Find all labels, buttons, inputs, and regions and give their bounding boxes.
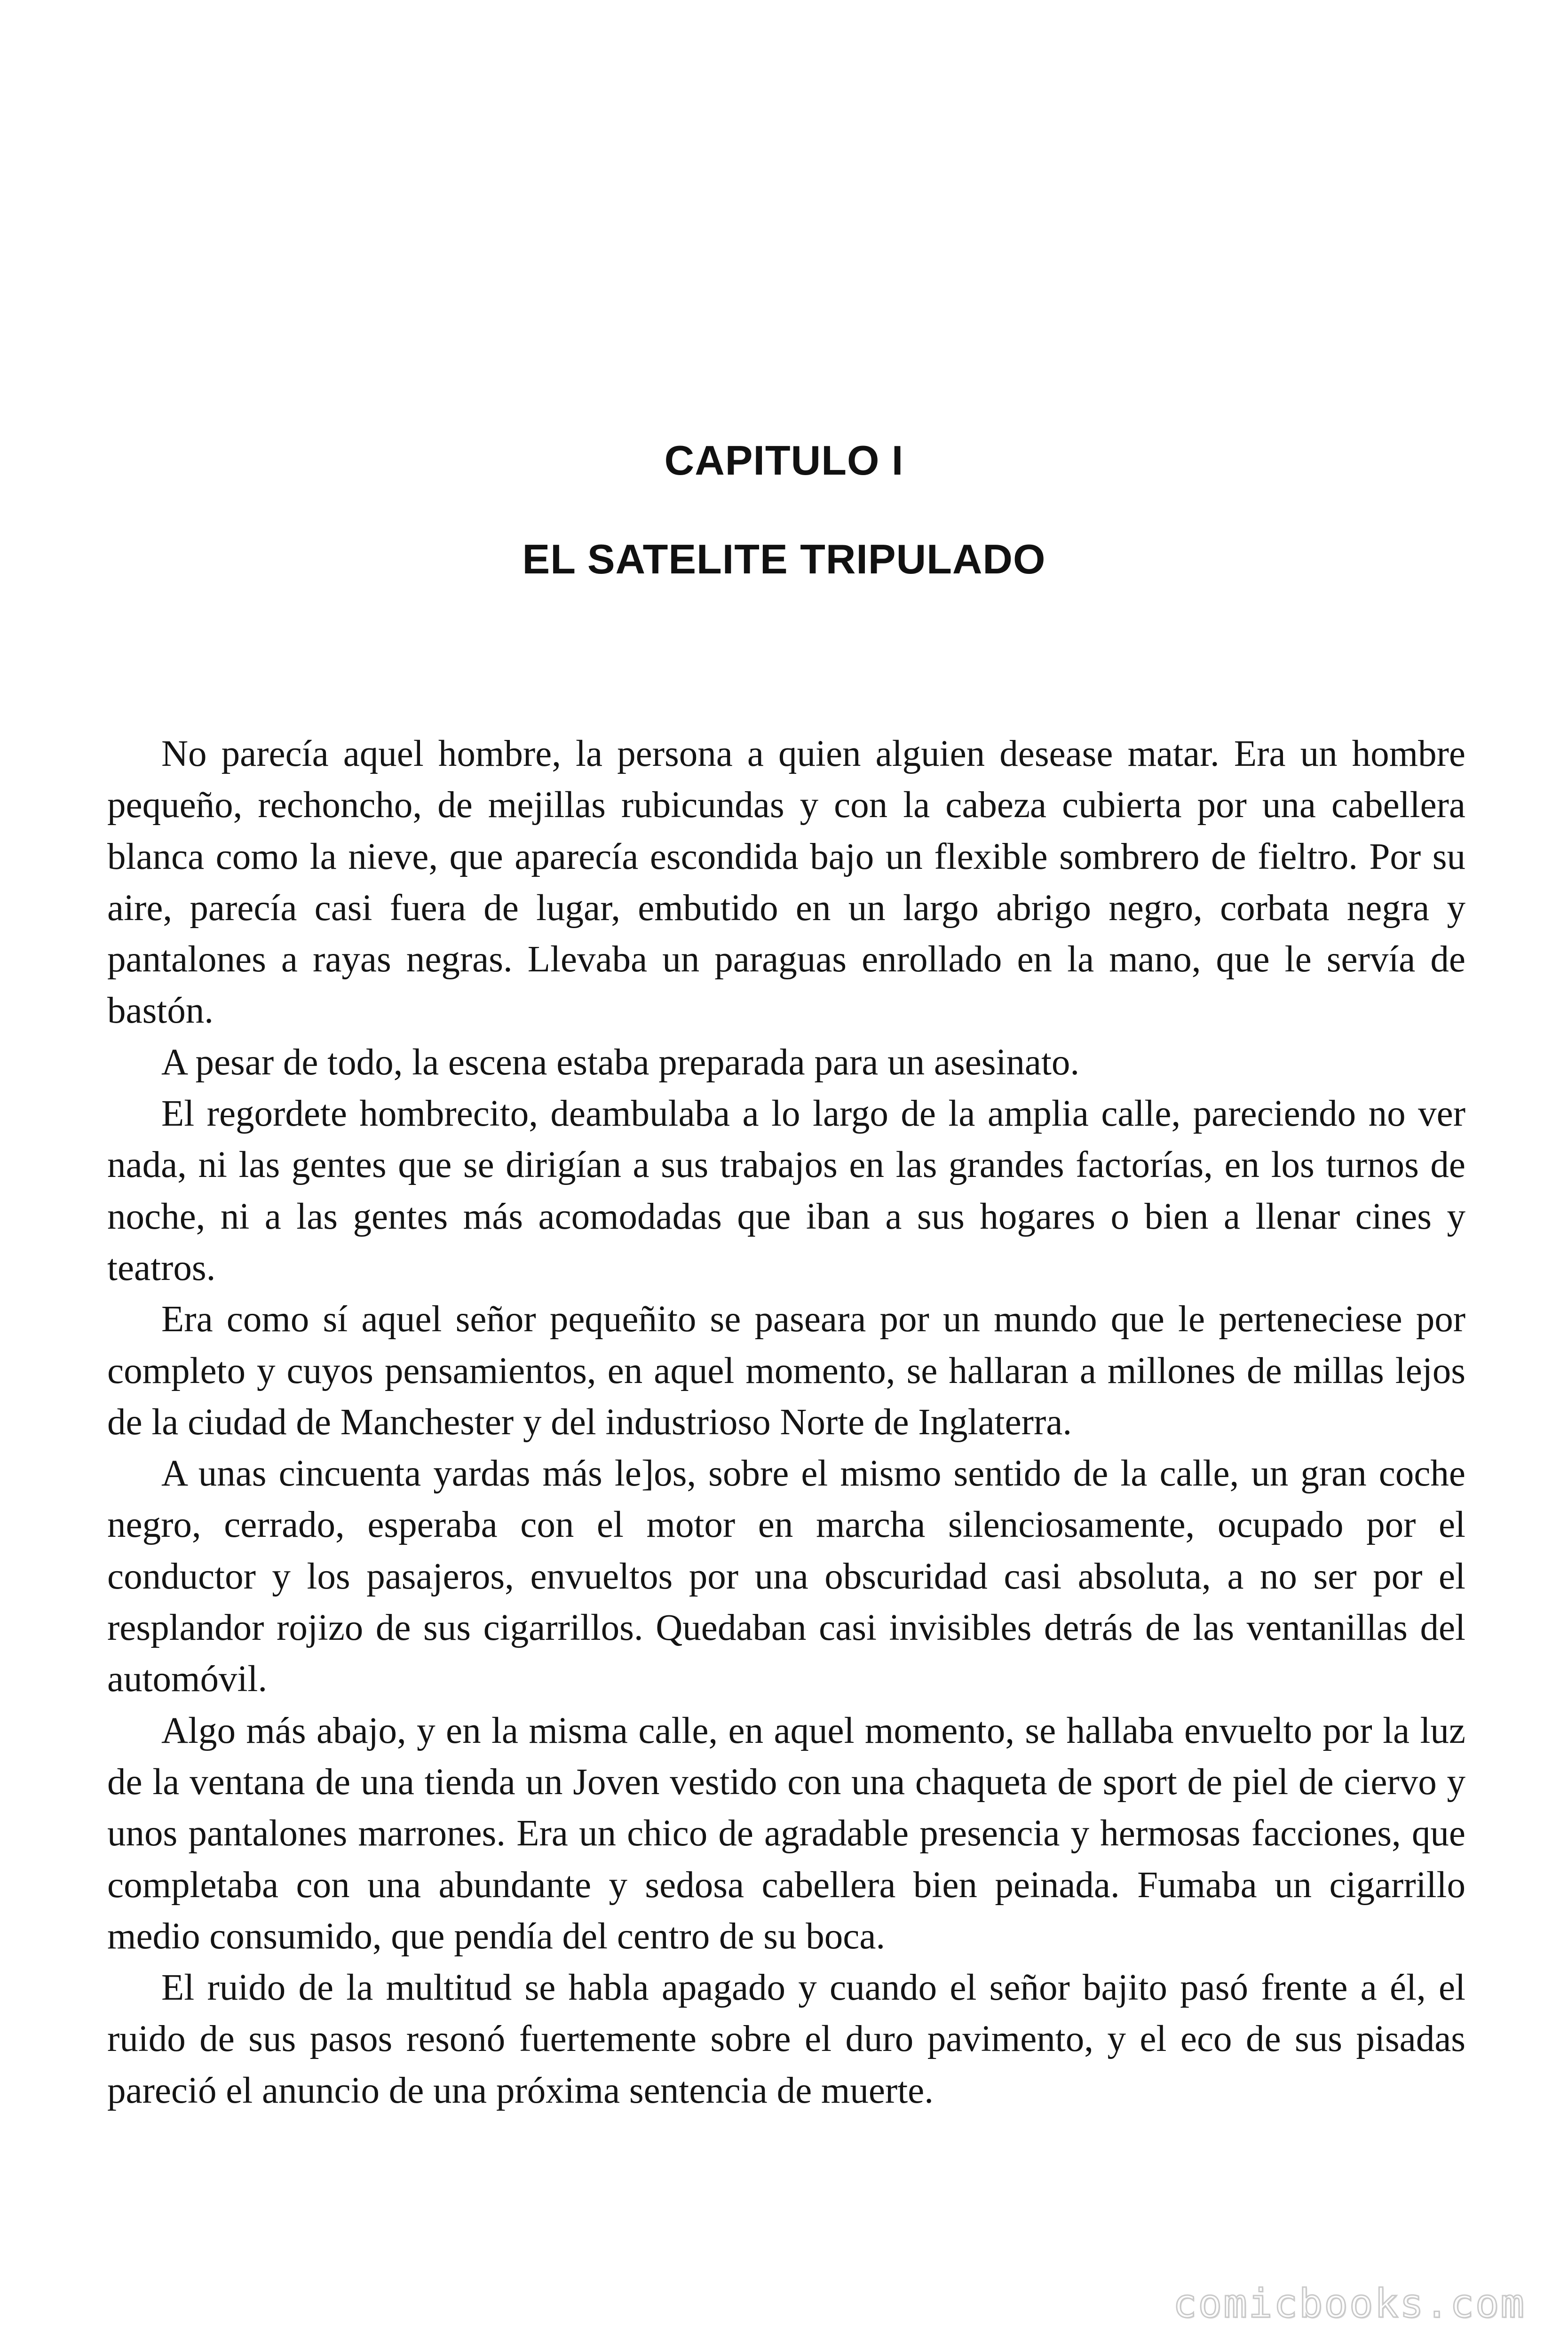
paragraph-5: A unas cincuenta yardas más le]os, sobre el mismo sentido de la calle, un gran coche negro, cerrado, esperaba con el motor en marcha silenciosamente, ocupado por el conductor y los pasajeros, envueltos por una obscuridad casi absoluta, a no ser por el resplandor rojizo de sus cigarrillos. Quedaban casi invisibles detrás de las ventanillas del automóvil. [107, 1453, 1465, 1700]
watermark: comicbooks.com [1172, 2280, 1526, 2327]
paragraph-6: Algo más abajo, y en la misma calle, en aquel momento, se hallaba envuelto por la luz de la ventana de una tienda un Joven vestido con una chaqueta de sport de piel de ciervo y unos pantalones marrones. Era un chico de agradable presencia y hermosas facciones, que completaba con una abundante y sedosa cabellera bien peinada. Fumaba un cigarrillo medio consumido, que pendía del centro de su boca. [107, 1710, 1465, 1957]
paragraph-7: El ruido de la multitud se habla apagado y cuando el señor bajito pasó frente a él, el ruido de sus pasos resonó fuertemente sobre el duro pavimento, y el eco de sus pisadas pareció el anuncio de una próxima sentencia de muerte. [107, 1967, 1465, 2111]
paragraph-2: A pesar de todo, la escena estaba preparada para un asesinato. [161, 1041, 1080, 1083]
paragraph-1: No parecía aquel hombre, la persona a quien alguien desease matar. Era un hombre pequeño, rechoncho, de mejillas rubicundas y con la cabeza cubierta por una cabellera blanca como la nieve, que aparecía escondida bajo un flexible sombrero de fieltro. Por su aire, parecía casi fuera de lugar, embutido en un largo abrigo negro, corbata negra y pantalones a rayas negras. Llevaba un paraguas enrollado en la mano, que le servía de bastón. [107, 733, 1465, 1032]
chapter-number: CAPITULO I [664, 437, 904, 484]
paragraph-4: Era como sí aquel señor pequeñito se paseara por un mundo que le perteneciese por completo y cuyos pensamientos, en aquel momento, se hallaran a millones de millas lejos de la ciudad de Manchester y del industrioso Norte de Inglaterra. [107, 1299, 1465, 1443]
paragraph-3: El regordete hombrecito, deambulaba a lo largo de la amplia calle, pareciendo no ver nada, ni las gentes que se dirigían a sus trabajos en las grandes factorías, en los turnos de noche, ni a las gentes más acomodadas que iban a sus hogares o bien a llenar cines y teatros. [107, 1093, 1465, 1288]
chapter-body [107, 728, 1465, 2116]
chapter-title: EL SATELITE TRIPULADO [522, 536, 1046, 582]
